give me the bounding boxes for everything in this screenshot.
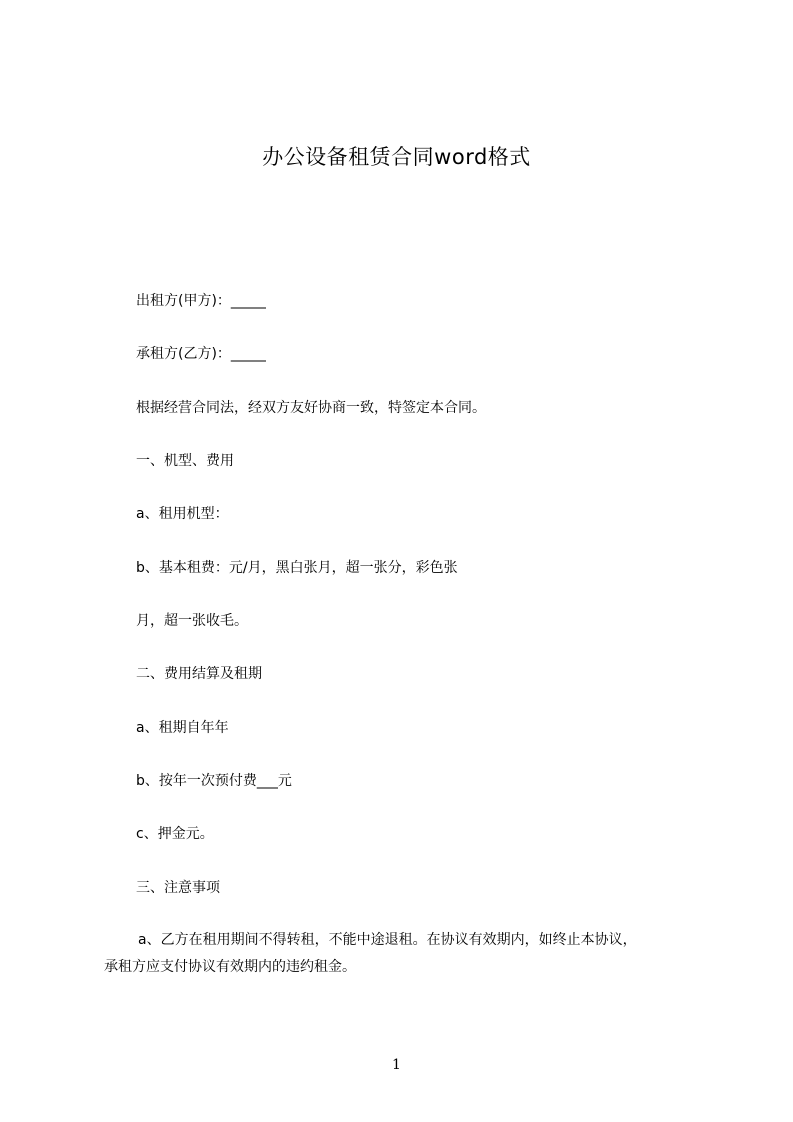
section-3-heading: 三、注意事项 (136, 880, 220, 896)
section-2-item-a: a、租期自年年 (136, 720, 229, 736)
lessor-line: 出租方(甲方)：_____ (136, 293, 266, 309)
preamble-line: 根据经营合同法，经双方友好协商一致，特签定本合同。 (136, 400, 486, 416)
section-2-heading: 二、费用结算及租期 (136, 666, 262, 682)
section-2-item-c: c、押金元。 (136, 826, 214, 842)
paragraph-line-1: a、乙方在租用期间不得转租，不能中途退租。在协议有效期内，如终止本协议， (138, 932, 637, 948)
paragraph-line-2: 承租方应支付协议有效期内的违约租金。 (104, 959, 356, 975)
section-2-item-b: b、按年一次预付费___元 (136, 773, 292, 789)
document-title: 办公设备租赁合同word格式 (262, 145, 531, 169)
section-1-item-b: b、基本租费：元/月，黑白张月，超一张分，彩色张 (136, 560, 458, 576)
page-number: 1 (392, 1057, 401, 1073)
section-3-paragraph (104, 927, 704, 981)
section-1-item-b-cont: 月，超一张收毛。 (136, 613, 248, 629)
lessee-line: 承租方(乙方)：_____ (136, 346, 266, 362)
section-1-item-a: a、租用机型： (136, 506, 229, 522)
section-1-heading: 一、机型、费用 (136, 453, 234, 469)
